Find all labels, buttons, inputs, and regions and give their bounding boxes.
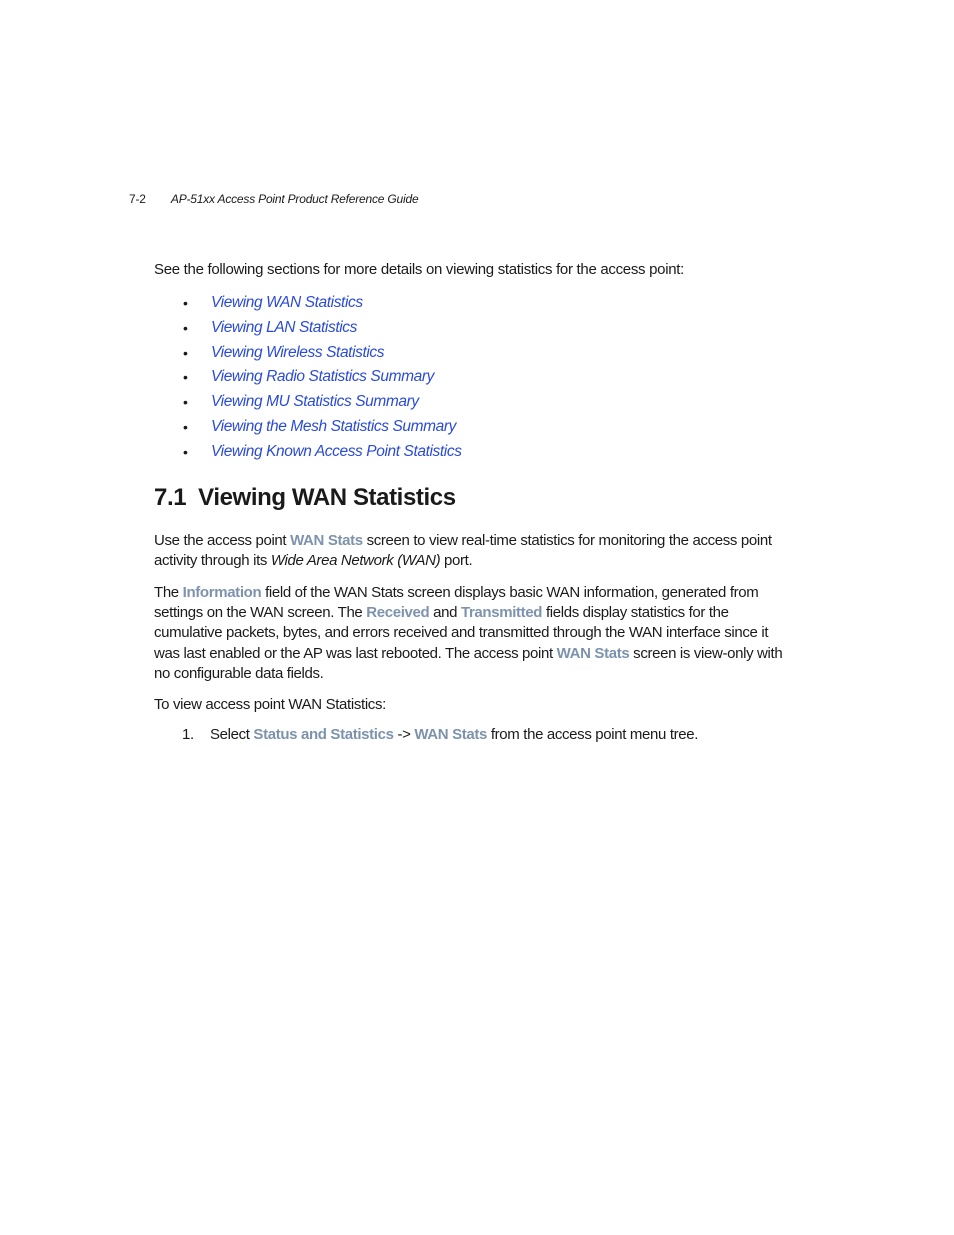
section-heading [154,484,456,512]
link-viewing-radio-statistics-summary[interactable]: Viewing Radio Statistics Summary [211,368,434,386]
text-run: and [429,604,461,622]
intro-paragraph: See the following sections for more details on viewing statistics for the access point: [154,261,685,278]
list-item [183,366,462,391]
ui-term-received: Received [366,604,430,622]
procedure-intro: To view access point WAN Statistics: [154,696,386,713]
section-link-list [183,292,462,466]
text-run: -> [393,726,415,743]
link-viewing-mesh-statistics-summary[interactable]: Viewing the Mesh Statistics Summary [211,417,457,435]
wan-stats-description [154,531,784,571]
text-run: Use the access point [154,532,291,549]
text-run: from the access point menu tree. [487,726,699,743]
bullet-icon: • [183,443,188,460]
list-item [183,391,462,416]
bullet-icon: • [183,394,188,411]
text-run: field of the WAN Stats screen displays basic WAN information, generated from settings on the WAN screen. The [154,584,759,622]
text-run: screen to view real-time statistics for monitoring the access point activity through its [154,532,772,570]
section-title: Viewing WAN Statistics [198,484,456,511]
section-number: 7.1 [154,484,187,511]
term-wide-area-network: Wide Area Network (WAN) [270,552,441,570]
bullet-icon: • [183,369,188,386]
bullet-icon: • [183,418,188,435]
step-number: 1. [182,726,194,743]
link-viewing-lan-statistics[interactable]: Viewing LAN Statistics [211,318,357,336]
list-item [183,441,462,466]
text-run: screen is view-only with no configurable data fields. [154,644,783,682]
link-viewing-wan-statistics[interactable]: Viewing WAN Statistics [211,294,363,311]
page-number: 7-2 [129,192,146,206]
guide-title: AP-51xx Access Point Product Reference Guide [170,192,419,206]
text-run: Select [210,726,254,743]
list-item [183,416,462,441]
link-viewing-known-ap-statistics[interactable]: Viewing Known Access Point Statistics [211,442,462,460]
bullet-icon: • [183,295,188,311]
bullet-icon: • [183,319,188,336]
procedure-step-1 [182,726,698,743]
ui-term-wan-stats: WAN Stats [556,644,630,662]
list-item [183,317,462,342]
ui-term-wan-stats: WAN Stats [414,726,488,743]
ui-term-status-and-statistics: Status and Statistics [253,726,394,743]
list-item [183,342,462,367]
link-viewing-wireless-statistics[interactable]: Viewing Wireless Statistics [211,343,385,361]
text-run: fields display statistics for the cumulative packets, bytes, and errors received and transmitted through the WAN interface since it was last enabled or the AP was last rebooted. The access point [154,604,769,662]
list-item [183,292,462,317]
ui-term-information: Information [182,584,262,601]
text-run: The [154,584,183,601]
ui-term-transmitted: Transmitted [460,604,543,622]
wan-stats-fields-description [154,583,784,684]
page-header [129,192,418,206]
bullet-icon: • [183,344,188,361]
text-run: port. [440,552,473,570]
ui-term-wan-stats: WAN Stats [290,532,363,549]
link-viewing-mu-statistics-summary[interactable]: Viewing MU Statistics Summary [211,393,419,411]
